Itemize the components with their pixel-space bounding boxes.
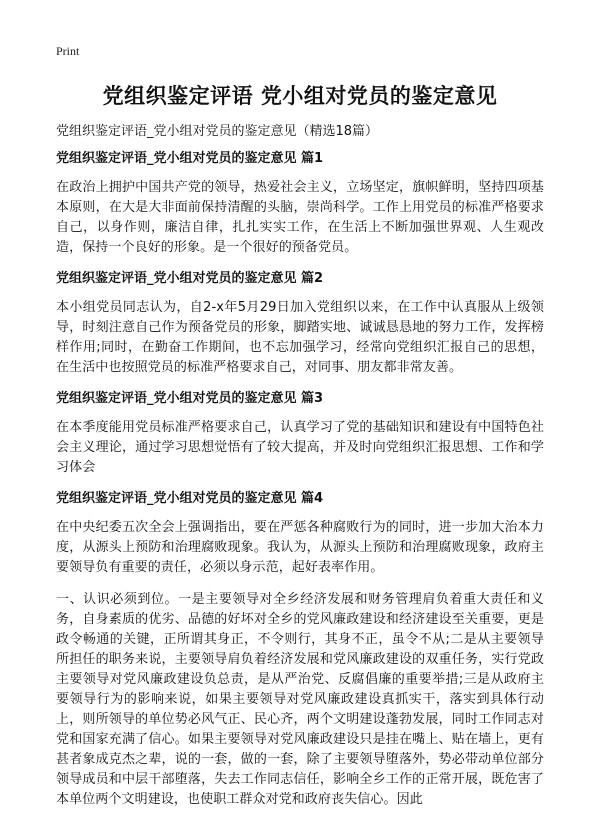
section-heading: 党组织鉴定评语_党小组对党员的鉴定意见 篇1 [56,151,324,166]
section-heading: 党组织鉴定评语_党小组对党员的鉴定意见 篇4 [56,491,324,506]
section-3 [56,390,544,478]
section-paragraph: 在中央纪委五次全会上强调指出，要在严惩各种腐败行为的同时，进一步加大治本力度，从源头上预防和治理腐败现象。我认为，从源头上预防和治理腐败现象，政府主要领导负有重要的责任，必须以身示范，起好表率作用。 [56,520,544,575]
section-paragraph: 在政治上拥护中国共产党的领导，热爱社会主义，立场坚定，旗帜鲜明，坚持四项基本原则，在大是大非面前保持清醒的头脑，崇尚科学。工作上用党员的标准严格要求自己，以身作则，廉洁自律，扎扎实实工作，在生活上不断加强世界观、人生观改造，保持一个良好的形象。是一个很好的预备党员。 [56,180,544,255]
document-body [56,150,544,822]
section-heading: 党组织鉴定评语_党小组对党员的鉴定意见 篇3 [56,391,324,406]
section-1 [56,150,544,258]
section-paragraph: 本小组党员同志认为，自2-x年5月29日加入党组织以来，在工作中认真服从上级领导，时刻注意自己作为预备党员的形象，脚踏实地、诚诚恳恳地的努力工作，发挥榜样作用;同时，在勤奋工作期间，也不忘加强学习，经常向党组织汇报自己的思想，在生活中也按照党员的标准严格要求自己，对同事、朋友都非常友善。 [56,300,544,375]
section-2 [56,270,544,378]
document-subtitle: 党组织鉴定评语_党小组对党员的鉴定意见（精选18篇） [56,124,379,139]
section-paragraph: 一、认识必须到位。一是主要领导对全乡经济发展和财务管理肩负着重大责任和义务，自身素质的优劣、品德的好坏对全乡的党风廉政建设和经济建设至关重要，更是政令畅通的关键，正所谓其身正，不令则行，其身不正，虽令不从;二是从主要领导所担任的职务来说，主要领导肩负着经济发展和党风廉政建设的双重任务，实行党政主要领导对党风廉政建设负总责，是从严治党、反腐倡廉的重要举措;三是从政府主要领导行为的影响来说，如果主要领导对党风廉政建设真抓实干，落实到具体行动上，则所领导的单位势必风气正、民心齐，两个文明建设蓬勃发展，同时工作同志对党和国家充满了信心。如果主要领导对党风廉政建设只是挂在嘴上、贴在墙上，更有甚者象成克杰之辈，说的一套，做的一套，除了主要领导堕落外，势必带动单位部分领导成员和中层干部堕落，失去工作同志信任，影响全乡工作的正常开展，既危害了本单位两个文明建设，也使职工群众对党和政府丧失信心。因此 [56,592,544,807]
section-4 [56,490,544,810]
section-heading: 党组织鉴定评语_党小组对党员的鉴定意见 篇2 [56,271,324,286]
page-title: 党组织鉴定评语 党小组对党员的鉴定意见 [102,84,498,108]
section-paragraph: 在本季度能用党员标准严格要求自己，认真学习了党的基础知识和建设有中国特色社会主义理论，通过学习思想觉悟有了较大提高，并及时向党组织汇报思想、工作和学习体会 [56,420,544,475]
print-label[interactable]: Print [56,44,80,58]
